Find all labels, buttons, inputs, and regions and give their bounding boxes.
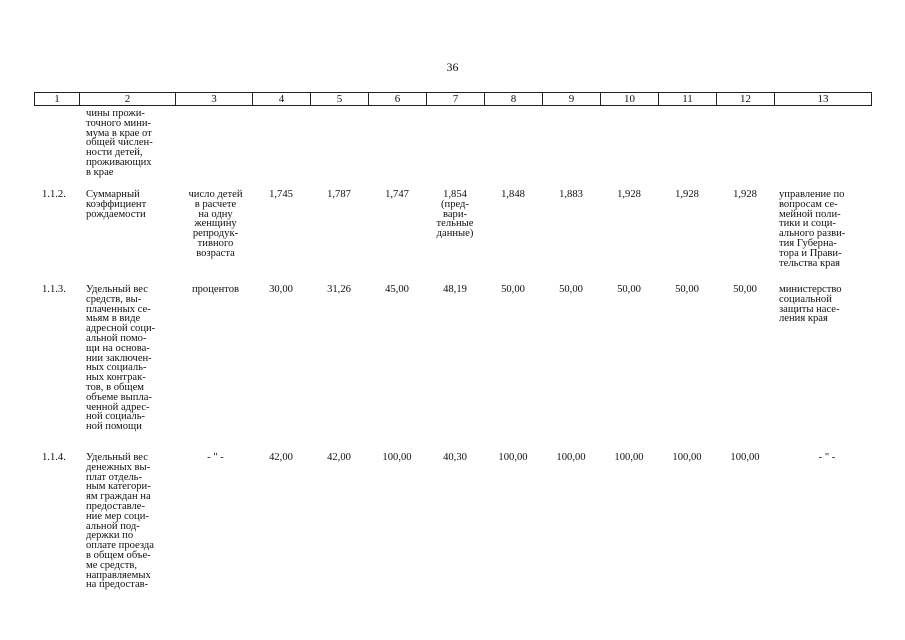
- value-col-7: 48,19: [443, 284, 467, 295]
- header-col-2: 2: [80, 93, 176, 105]
- value-col-4: 1,745: [269, 189, 293, 200]
- header-col-7: 7: [427, 93, 485, 105]
- responsible-body: управление по вопросам се- мейной поли- тики и соци- ального разви- тия Губерна- тора и Прави- тельства края: [779, 189, 846, 269]
- value-col-8: 100,00: [498, 452, 528, 463]
- header-col-12: 12: [717, 93, 775, 105]
- responsible-body: - " -: [818, 452, 836, 463]
- unit-of-measure: процентов: [191, 284, 240, 295]
- header-col-3: 3: [176, 93, 253, 105]
- unit-of-measure: число детей в расчете на одну женщину репродук- тивного возраста: [188, 189, 243, 259]
- value-col-5: 42,00: [327, 452, 351, 463]
- value-col-9: 50,00: [559, 284, 583, 295]
- value-col-9: 100,00: [556, 452, 586, 463]
- page-number: 36: [446, 60, 459, 74]
- value-col-6: 1,747: [385, 189, 409, 200]
- value-col-9: 1,883: [559, 189, 583, 200]
- value-col-6: 45,00: [385, 284, 409, 295]
- value-col-12: 100,00: [730, 452, 760, 463]
- header-col-8: 8: [485, 93, 543, 105]
- value-col-8: 50,00: [501, 284, 525, 295]
- row-number: 1.1.4.: [42, 452, 66, 463]
- value-col-10: 50,00: [617, 284, 641, 295]
- value-col-7: 40,30: [443, 452, 467, 463]
- value-col-12: 50,00: [733, 284, 757, 295]
- value-col-10: 1,928: [617, 189, 641, 200]
- row-number: 1.1.2.: [42, 189, 66, 200]
- header-col-6: 6: [369, 93, 427, 105]
- table-header-row: [34, 92, 872, 106]
- value-col-11: 1,928: [675, 189, 699, 200]
- indicator-name: чины прожи- точного мини- мума в крае от общей числен- ности детей, проживающих в крае: [86, 108, 153, 178]
- header-col-4: 4: [253, 93, 311, 105]
- header-col-1: 1: [35, 93, 80, 105]
- header-col-13: 13: [817, 93, 829, 105]
- value-col-4: 42,00: [269, 452, 293, 463]
- indicator-name: Суммарный коэффициент рождаемости: [86, 189, 147, 220]
- header-col-9: 9: [543, 93, 601, 105]
- value-col-4: 30,00: [269, 284, 293, 295]
- responsible-body: министерство социальной защиты насе- ления края: [779, 284, 842, 325]
- value-col-6: 100,00: [382, 452, 412, 463]
- indicator-name: Удельный вес средств, вы- плаченных се- мьям в виде адресной соци- альной помо- щи на основа- нии заключен- ных социаль- ных контрак- тов, в общем объеме выпла- ченной адрес- ной социаль- ной помощи: [86, 284, 156, 433]
- header-col-10: 10: [601, 93, 659, 105]
- value-col-8: 1,848: [501, 189, 525, 200]
- value-col-11: 100,00: [672, 452, 702, 463]
- value-col-7: 1,854 (пред- вари- тельные данные): [436, 189, 474, 240]
- header-col-5: 5: [311, 93, 369, 105]
- value-col-11: 50,00: [675, 284, 699, 295]
- value-col-10: 100,00: [614, 452, 644, 463]
- value-col-12: 1,928: [733, 189, 757, 200]
- value-col-5: 1,787: [327, 189, 351, 200]
- value-col-5: 31,26: [327, 284, 351, 295]
- indicator-name: Удельный вес денежных вы- плат отдель- ным категори- ям граждан на предоставле- ние мер соци- альной под- держки по оплате проезда в общем объе- ме средств, направляемых на предостав-: [86, 452, 154, 591]
- unit-of-measure: - " -: [207, 452, 224, 463]
- header-col-11: 11: [659, 93, 717, 105]
- row-number: 1.1.3.: [42, 284, 66, 295]
